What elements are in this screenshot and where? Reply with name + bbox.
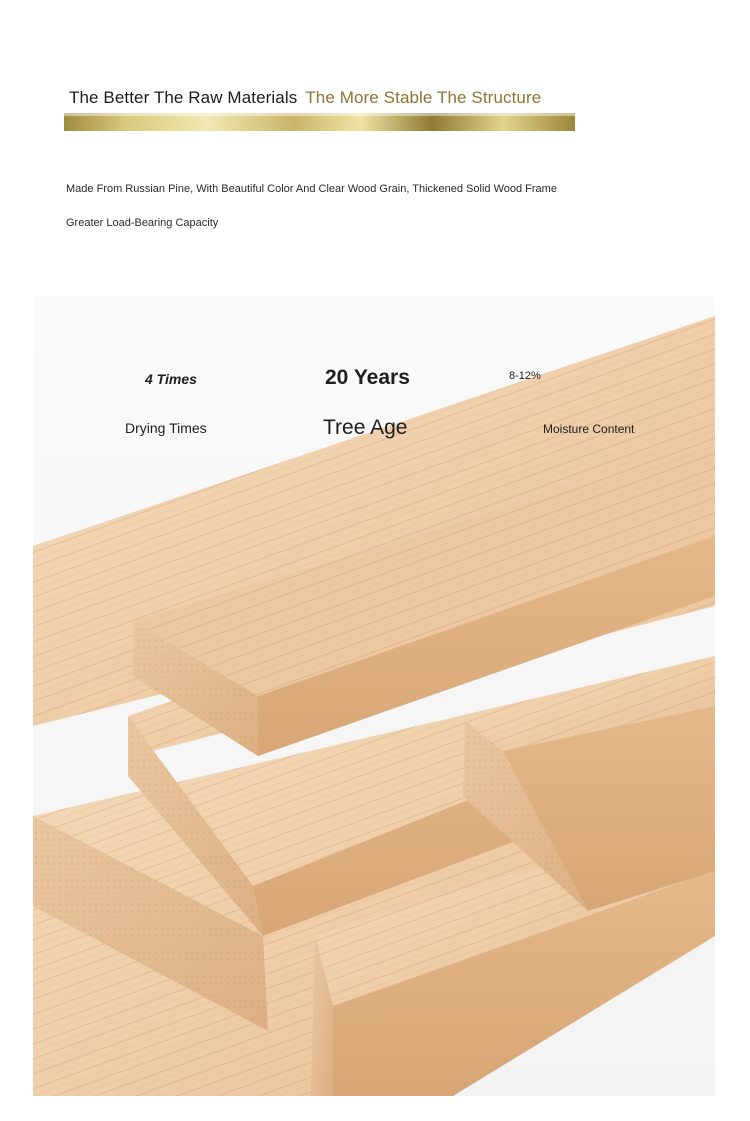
description-line-1: Made From Russian Pine, With Beautiful Color And Clear Wood Grain, Thickened Solid Wood Frame [66,183,557,195]
stat-drying-label: Drying Times [125,420,207,436]
description-line-2: Greater Load-Bearing Capacity [66,217,219,229]
stat-moisture-value: 8-12% [509,370,541,382]
stat-drying-value: 4 Times [145,371,197,387]
stat-tree-age-value: 20 Years [325,366,410,389]
stat-tree-age-label: Tree Age [323,416,408,439]
gold-underline-bar [64,113,575,131]
headline [64,88,576,114]
wood-planks-photo [33,296,715,1096]
headline-gold-text: The More Stable The Structure [305,88,542,107]
stat-moisture-label: Moisture Content [543,422,635,436]
headline-dark-text: The Better The Raw Materials [69,88,298,107]
